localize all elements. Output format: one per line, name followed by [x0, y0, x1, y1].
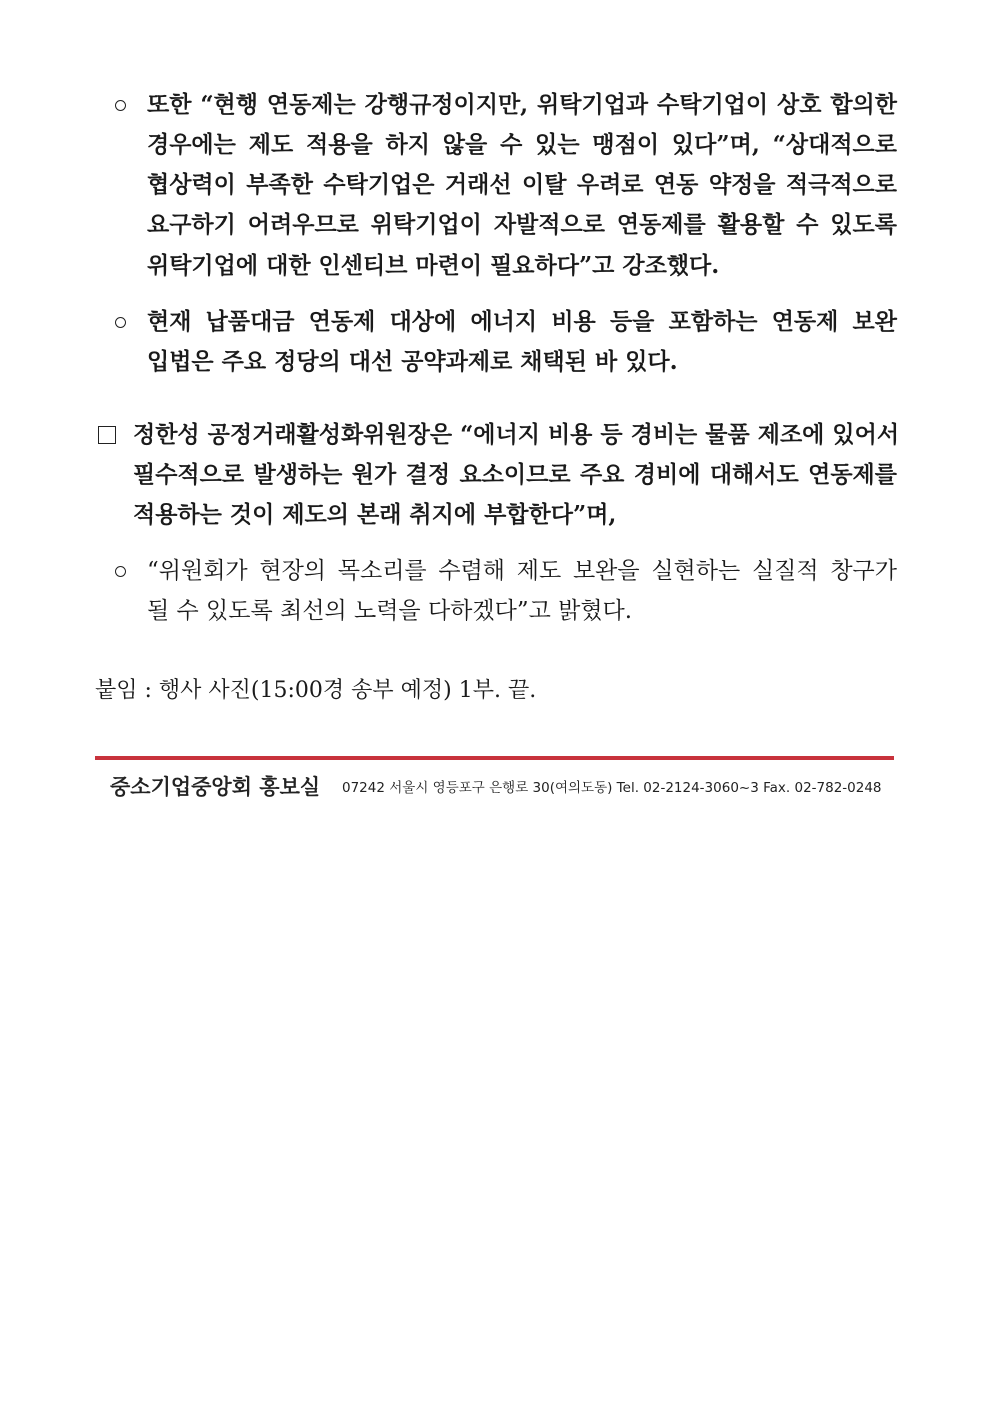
- paragraph-1-line-5: 위탁기업에 대한 인센티브 마련이 필요하다”고 강조했다.: [147, 252, 720, 279]
- paragraph-1-line-3: 협상력이 부족한 수탁기업은 거래선 이탈 우려로 연동 약정을 적극적으로: [147, 171, 897, 198]
- hollow-circle-icon: [115, 100, 126, 111]
- paragraph-4-line-1: “위원회가 현장의 목소리를 수렴해 제도 보완을 실현하는 실질적 창구가: [147, 558, 897, 584]
- paragraph-4-line-2: 될 수 있도록 최선의 노력을 다하겠다”고 밝혔다.: [147, 598, 633, 624]
- paragraph-2-line-2: 입법은 주요 정당의 대선 공약과제로 채택된 바 있다.: [147, 348, 678, 375]
- footer-address: 07242 서울시 영등포구 은행로 30(여의도동) Tel. 02-2124-3060~3 Fax. 02-782-0248: [342, 780, 882, 796]
- paragraph-1-line-2: 경우에는 제도 적용을 하지 않을 수 있는 맹점이 있다”며, “상대적으로: [147, 131, 897, 158]
- paragraph-3-line-3: 적용하는 것이 제도의 본래 취지에 부합한다”며,: [133, 501, 617, 528]
- paragraph-1-line-1: 또한 “현행 연동제는 강행규정이지만, 위탁기업과 수탁기업이 상호 합의한: [147, 91, 897, 118]
- footer-organization: 중소기업중앙회 홍보실: [110, 775, 321, 799]
- paragraph-2-line-1: 현재 납품대금 연동제 대상에 에너지 비용 등을 포함하는 연동제 보완: [147, 308, 897, 335]
- footer-divider: [95, 756, 894, 760]
- paragraph-3-line-1: 정한성 공정거래활성화위원장은 “에너지 비용 등 경비는 물품 제조에 있어서: [133, 421, 900, 448]
- hollow-circle-icon: [115, 566, 126, 577]
- attachment-note: 붙임 : 행사 사진(15:00경 송부 예정) 1부. 끝.: [95, 678, 537, 703]
- paragraph-1-line-4: 요구하기 어려우므로 위탁기업이 자발적으로 연동제를 활용할 수 있도록: [147, 211, 897, 238]
- paragraph-3-line-2: 필수적으로 발생하는 원가 결정 요소이므로 주요 경비에 대해서도 연동제를: [133, 461, 897, 488]
- hollow-circle-icon: [115, 317, 126, 328]
- hollow-square-icon: [98, 426, 116, 444]
